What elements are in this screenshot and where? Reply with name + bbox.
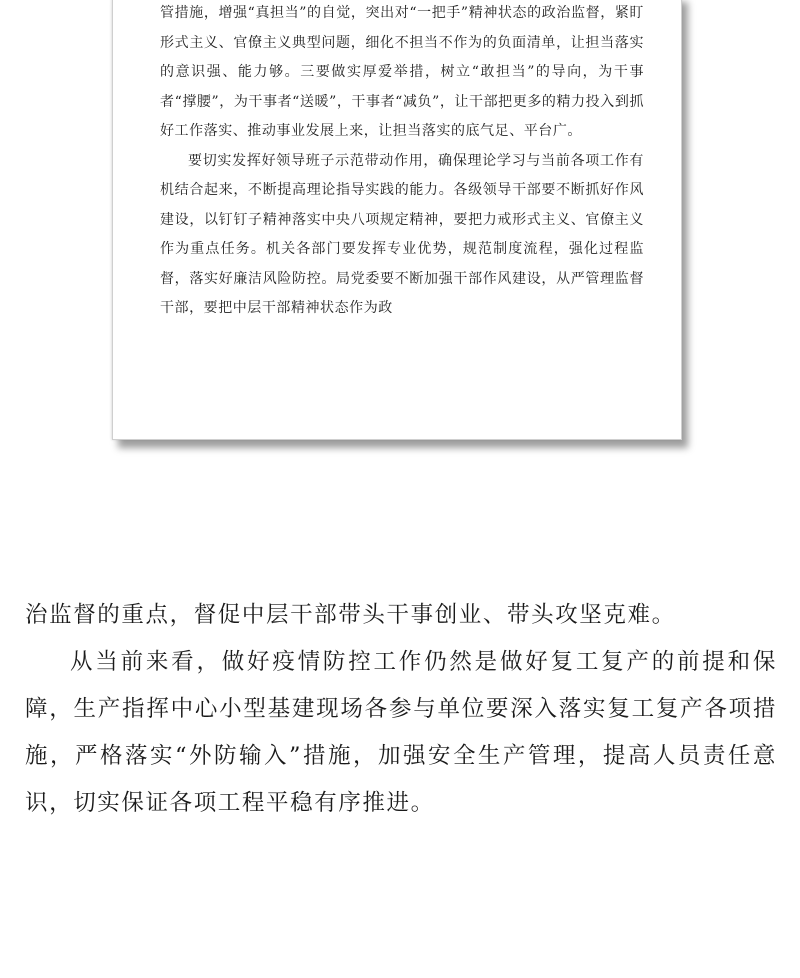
body-paragraph-2: 从当前来看，做好疫情防控工作仍然是做好复工复产的前提和保障，生产指挥中心小型基建现场各参与单位要深入落实复工复产各项措施，严格落实“外防输入”措施，加强安全生产管理，提高人员责任意识，切实保证各项工程平稳有序推进。	[25, 649, 777, 816]
body-paragraph-1: 治监督的重点，督促中层干部带头干事创业、带头攻坚克难。	[25, 602, 676, 628]
preview-paragraph-2: 要切实发挥好领导班子示范带动作用，确保理论学习与当前各项工作有机结合起来，不断提高理论指导实践的能力。各级领导干部要不断抓好作风建设，以钉钉子精神落实中央八项规定精神，要把力戒形式主义、官僚主义作为重点任务。机关各部门要发挥专业优势，规范制度流程，强化过程监督，落实好廉洁风险防控。局党委要不断加强干部作风建设，从严管理监督干部，要把中层干部精神状态作为政	[160, 152, 644, 316]
preview-paragraph-1: 管措施，增强“真担当”的自觉，突出对“一把手”精神状态的政治监督，紧盯形式主义、官僚主义典型问题，细化不担当不作为的负面清单，让担当落实的意识强、能力够。三要做实厚爱举措，树立“敢担当”的导向，为干事者“撑腰”，为干事者“送暖”，干事者“减负”，让干部把更多的精力投入到抓好工作落实、推动事业发展上来，让担当落实的底气足、平台广。	[160, 5, 644, 139]
main-body-text	[25, 592, 777, 827]
document-page-preview	[112, 0, 682, 440]
page-preview-text	[160, 0, 644, 324]
